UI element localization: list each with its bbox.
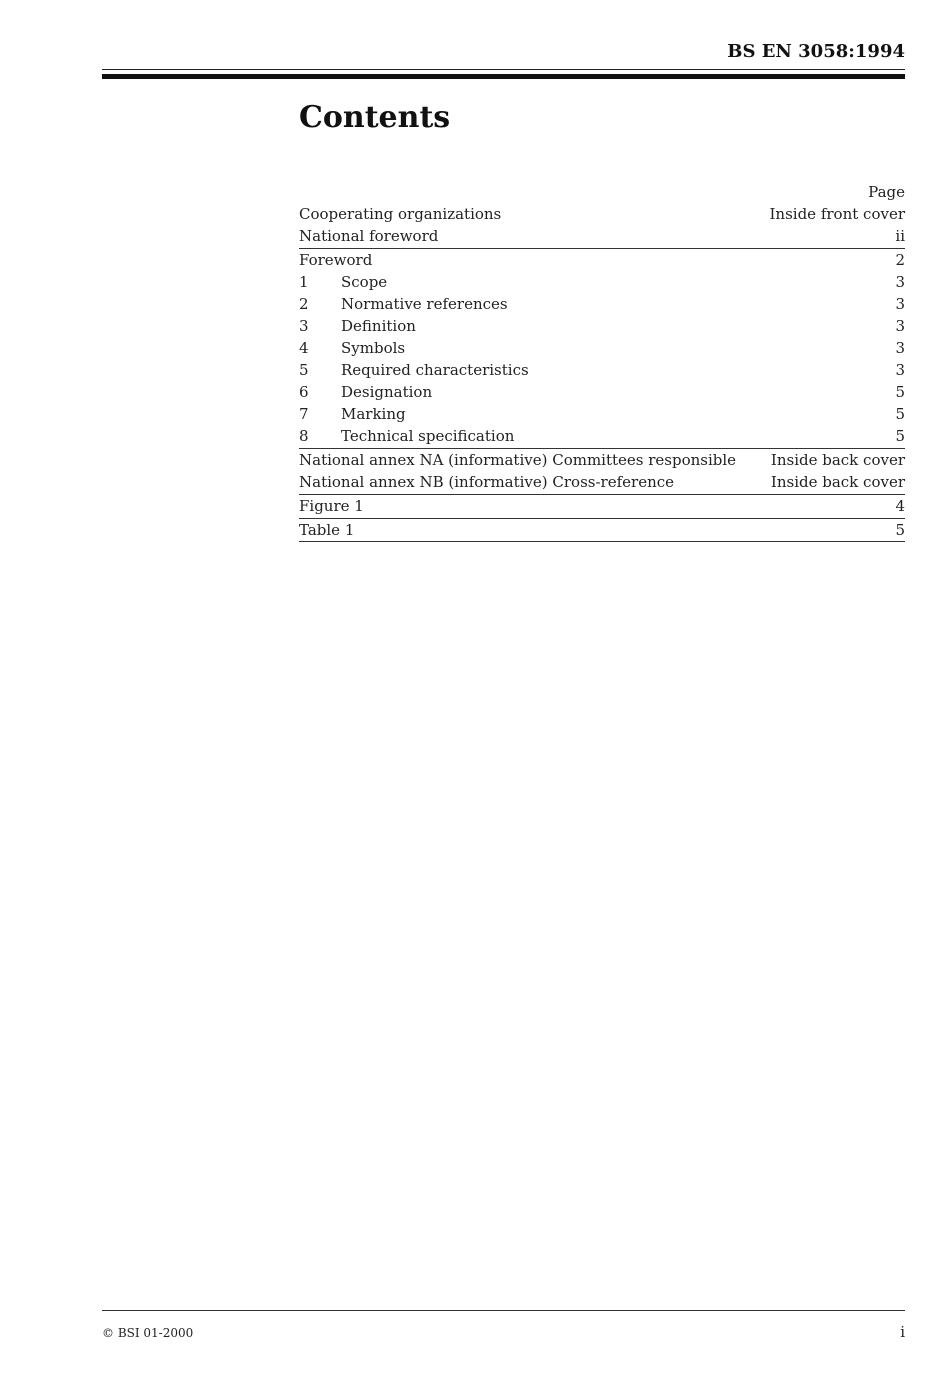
toc-page: Inside front cover xyxy=(769,205,905,223)
toc-row[interactable] xyxy=(299,271,905,293)
document-id: BS EN 3058:1994 xyxy=(727,41,905,62)
toc-number: 5 xyxy=(299,361,309,379)
header-rule-thin xyxy=(102,69,905,70)
toc-number: 2 xyxy=(299,295,309,313)
toc-page: 5 xyxy=(895,427,905,445)
toc-page: 5 xyxy=(895,383,905,401)
toc-row[interactable] xyxy=(299,293,905,315)
toc-label: Symbols xyxy=(341,339,406,357)
toc-number: 3 xyxy=(299,317,309,335)
toc-number: 7 xyxy=(299,405,309,423)
toc-page-header: Page xyxy=(868,183,905,201)
toc-row[interactable] xyxy=(299,494,905,517)
toc-page: 3 xyxy=(895,361,905,379)
toc-row[interactable] xyxy=(299,359,905,381)
toc-label: Scope xyxy=(341,273,388,291)
toc-row[interactable] xyxy=(299,248,905,271)
toc-page: ii xyxy=(895,227,905,245)
page-number: i xyxy=(900,1323,905,1341)
toc-row[interactable] xyxy=(299,203,905,225)
toc-label: Cooperating organizations xyxy=(299,205,502,223)
toc-page: 3 xyxy=(895,339,905,357)
toc-row[interactable] xyxy=(299,471,905,493)
toc-label: Foreword xyxy=(299,251,373,269)
toc-page: 3 xyxy=(895,295,905,313)
toc-label: Normative references xyxy=(341,295,508,313)
table-of-contents xyxy=(299,181,905,542)
toc-row[interactable] xyxy=(299,337,905,359)
toc-row[interactable] xyxy=(299,403,905,425)
toc-number: 8 xyxy=(299,427,309,445)
toc-label: Table 1 xyxy=(299,521,355,539)
toc-label: National foreword xyxy=(299,227,439,245)
toc-number: 6 xyxy=(299,383,309,401)
toc-page-header-row xyxy=(299,181,905,203)
toc-label: Figure 1 xyxy=(299,497,364,515)
toc-row[interactable] xyxy=(299,425,905,447)
copyright-notice: © BSI 01-2000 xyxy=(102,1326,194,1340)
toc-page: 3 xyxy=(895,273,905,291)
toc-row[interactable] xyxy=(299,315,905,337)
header-rule-thick xyxy=(102,74,905,79)
toc-label: National annex NA (informative) Committees responsible xyxy=(299,451,737,469)
toc-number: 4 xyxy=(299,339,309,357)
toc-label: Technical specification xyxy=(341,427,515,445)
toc-page: 2 xyxy=(895,251,905,269)
toc-label: Required characteristics xyxy=(341,361,529,379)
toc-label: Definition xyxy=(341,317,416,335)
toc-label: National annex NB (informative) Cross-reference xyxy=(299,473,675,491)
toc-page: 5 xyxy=(895,405,905,423)
footer-rule xyxy=(102,1310,905,1311)
page-title: Contents xyxy=(299,100,451,135)
toc-label: Marking xyxy=(341,405,406,423)
toc-page: 5 xyxy=(895,521,905,539)
toc-row[interactable] xyxy=(299,518,905,542)
toc-label: Designation xyxy=(341,383,433,401)
toc-page: 3 xyxy=(895,317,905,335)
toc-row[interactable] xyxy=(299,225,905,247)
toc-page: Inside back cover xyxy=(770,451,905,469)
toc-row[interactable] xyxy=(299,381,905,403)
toc-page: Inside back cover xyxy=(770,473,905,491)
toc-page: 4 xyxy=(895,497,905,515)
toc-number: 1 xyxy=(299,273,309,291)
toc-row[interactable] xyxy=(299,448,905,471)
